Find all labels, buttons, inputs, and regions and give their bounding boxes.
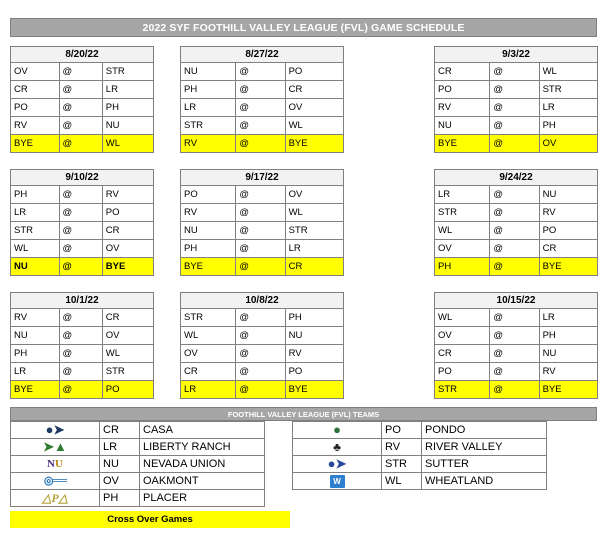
at-symbol-cell: @: [236, 222, 285, 240]
team-row: [293, 456, 547, 473]
at-symbol-cell: @: [490, 117, 539, 135]
at-symbol-cell: @: [59, 204, 102, 222]
away-team-cell: OV: [435, 327, 490, 345]
away-team-cell: NU: [435, 117, 490, 135]
home-team-cell: WL: [102, 135, 153, 153]
game-row: [435, 327, 598, 345]
game-row: [11, 309, 154, 327]
team-row: [11, 422, 265, 439]
game-row: [181, 258, 344, 276]
home-team-cell: WL: [539, 63, 597, 81]
at-symbol-cell: @: [236, 204, 285, 222]
away-team-cell: RV: [11, 309, 60, 327]
week-date-header: 10/8/22: [180, 292, 344, 309]
week-date-header: 9/3/22: [434, 46, 598, 63]
team-abbr: RV: [382, 439, 422, 456]
week-games-table: [434, 185, 598, 276]
at-symbol-cell: @: [490, 240, 539, 258]
nevada-union-nu-logo: NU: [11, 456, 100, 473]
game-row: [11, 381, 154, 399]
at-symbol-cell: @: [490, 135, 539, 153]
home-team-cell: STR: [285, 222, 343, 240]
at-symbol-cell: @: [490, 186, 539, 204]
team-abbr: CR: [100, 422, 140, 439]
at-symbol-cell: @: [236, 345, 285, 363]
game-row: [181, 135, 344, 153]
away-team-cell: PO: [11, 99, 60, 117]
away-team-cell: PH: [181, 240, 236, 258]
away-team-cell: LR: [181, 381, 236, 399]
wheatland-logo: W: [293, 473, 382, 490]
week-date-header: 8/27/22: [180, 46, 344, 63]
game-row: [181, 99, 344, 117]
game-row: [11, 240, 154, 258]
team-name: PONDO: [422, 422, 547, 439]
week-date-header: 9/24/22: [434, 169, 598, 186]
game-row: [11, 117, 154, 135]
home-team-cell: NU: [285, 327, 343, 345]
game-row: [435, 186, 598, 204]
week-block: [434, 292, 598, 399]
week-date-header: 10/15/22: [434, 292, 598, 309]
game-row: [181, 363, 344, 381]
home-team-cell: OV: [102, 240, 153, 258]
team-abbr: OV: [100, 473, 140, 490]
home-team-cell: LR: [285, 240, 343, 258]
home-team-cell: CR: [102, 309, 153, 327]
at-symbol-cell: @: [490, 309, 539, 327]
team-name: CASA: [140, 422, 265, 439]
away-team-cell: PO: [435, 81, 490, 99]
home-team-cell: LR: [102, 81, 153, 99]
week-games-table: [10, 308, 154, 399]
at-symbol-cell: @: [236, 381, 285, 399]
team-row: [293, 422, 547, 439]
river-valley-logo: ♣: [293, 439, 382, 456]
game-row: [435, 135, 598, 153]
away-team-cell: LR: [181, 99, 236, 117]
home-team-cell: CR: [539, 240, 597, 258]
away-team-cell: WL: [435, 222, 490, 240]
home-team-cell: STR: [102, 363, 153, 381]
home-team-cell: RV: [539, 363, 597, 381]
away-team-cell: PH: [11, 186, 60, 204]
game-row: [11, 345, 154, 363]
week-date-header: 8/20/22: [10, 46, 154, 63]
game-row: [181, 63, 344, 81]
away-team-cell: NU: [181, 222, 236, 240]
at-symbol-cell: @: [59, 99, 102, 117]
away-team-cell: LR: [435, 186, 490, 204]
week-block: [180, 169, 344, 276]
home-team-cell: LR: [539, 309, 597, 327]
home-team-cell: RV: [102, 186, 153, 204]
game-row: [11, 204, 154, 222]
team-name: RIVER VALLEY: [422, 439, 547, 456]
at-symbol-cell: @: [490, 327, 539, 345]
at-symbol-cell: @: [236, 240, 285, 258]
away-team-cell: STR: [435, 381, 490, 399]
team-abbr: PH: [100, 490, 140, 507]
game-row: [181, 381, 344, 399]
home-team-cell: OV: [539, 135, 597, 153]
at-symbol-cell: @: [236, 81, 285, 99]
home-team-cell: PO: [285, 363, 343, 381]
teams-table-right: [292, 421, 547, 490]
home-team-cell: OV: [285, 186, 343, 204]
home-team-cell: PH: [285, 309, 343, 327]
away-team-cell: WL: [435, 309, 490, 327]
at-symbol-cell: @: [59, 222, 102, 240]
away-team-cell: RV: [435, 99, 490, 117]
casa-ram-logo: ●➤: [11, 422, 100, 439]
week-block: [10, 169, 154, 276]
home-team-cell: CR: [102, 222, 153, 240]
game-row: [181, 117, 344, 135]
game-row: [435, 204, 598, 222]
sutter-logo: ●➤: [293, 456, 382, 473]
at-symbol-cell: @: [236, 63, 285, 81]
team-row: [11, 439, 265, 456]
away-team-cell: PH: [435, 258, 490, 276]
at-symbol-cell: @: [236, 258, 285, 276]
away-team-cell: CR: [11, 81, 60, 99]
at-symbol-cell: @: [236, 135, 285, 153]
away-team-cell: LR: [11, 363, 60, 381]
away-team-cell: PO: [181, 186, 236, 204]
away-team-cell: STR: [11, 222, 60, 240]
team-name: PLACER: [140, 490, 265, 507]
schedule-row: [0, 46, 611, 169]
game-row: [435, 240, 598, 258]
game-row: [181, 81, 344, 99]
at-symbol-cell: @: [490, 222, 539, 240]
game-row: [435, 63, 598, 81]
away-team-cell: BYE: [181, 258, 236, 276]
game-row: [181, 186, 344, 204]
game-row: [181, 327, 344, 345]
at-symbol-cell: @: [236, 327, 285, 345]
game-row: [435, 309, 598, 327]
away-team-cell: STR: [181, 309, 236, 327]
at-symbol-cell: @: [59, 117, 102, 135]
game-row: [435, 99, 598, 117]
away-team-cell: OV: [435, 240, 490, 258]
at-symbol-cell: @: [490, 204, 539, 222]
game-row: [11, 327, 154, 345]
week-block: [180, 46, 344, 153]
team-row: [293, 473, 547, 490]
home-team-cell: BYE: [285, 381, 343, 399]
away-team-cell: CR: [435, 345, 490, 363]
team-row: [11, 490, 265, 507]
game-row: [435, 258, 598, 276]
home-team-cell: WL: [102, 345, 153, 363]
team-abbr: STR: [382, 456, 422, 473]
at-symbol-cell: @: [59, 135, 102, 153]
game-row: [181, 240, 344, 258]
game-row: [11, 135, 154, 153]
home-team-cell: PH: [539, 327, 597, 345]
liberty-ranch-hawk-logo: ➤▲: [11, 439, 100, 456]
game-row: [11, 222, 154, 240]
home-team-cell: BYE: [539, 381, 597, 399]
teams-table-left: [10, 421, 265, 507]
week-games-table: [434, 62, 598, 153]
at-symbol-cell: @: [490, 99, 539, 117]
home-team-cell: LR: [539, 99, 597, 117]
week-date-header: 9/17/22: [180, 169, 344, 186]
game-row: [181, 345, 344, 363]
home-team-cell: NU: [539, 345, 597, 363]
away-team-cell: OV: [181, 345, 236, 363]
away-team-cell: RV: [11, 117, 60, 135]
home-team-cell: OV: [102, 327, 153, 345]
at-symbol-cell: @: [236, 117, 285, 135]
home-team-cell: NU: [102, 117, 153, 135]
at-symbol-cell: @: [59, 363, 102, 381]
home-team-cell: CR: [285, 81, 343, 99]
week-date-header: 10/1/22: [10, 292, 154, 309]
away-team-cell: PH: [181, 81, 236, 99]
week-games-table: [10, 185, 154, 276]
away-team-cell: NU: [11, 327, 60, 345]
team-abbr: WL: [382, 473, 422, 490]
away-team-cell: CR: [435, 63, 490, 81]
game-row: [11, 258, 154, 276]
home-team-cell: PH: [539, 117, 597, 135]
home-team-cell: PO: [102, 381, 153, 399]
at-symbol-cell: @: [59, 81, 102, 99]
team-name: NEVADA UNION: [140, 456, 265, 473]
away-team-cell: WL: [181, 327, 236, 345]
away-team-cell: STR: [435, 204, 490, 222]
at-symbol-cell: @: [59, 258, 102, 276]
at-symbol-cell: @: [59, 309, 102, 327]
game-row: [11, 186, 154, 204]
team-row: [11, 473, 265, 490]
at-symbol-cell: @: [490, 63, 539, 81]
game-row: [11, 63, 154, 81]
game-row: [11, 99, 154, 117]
at-symbol-cell: @: [490, 258, 539, 276]
at-symbol-cell: @: [490, 81, 539, 99]
oakmont-logo: ◎══: [11, 473, 100, 490]
at-symbol-cell: @: [236, 186, 285, 204]
home-team-cell: NU: [539, 186, 597, 204]
home-team-cell: CR: [285, 258, 343, 276]
week-block: [10, 46, 154, 153]
team-row: [293, 439, 547, 456]
home-team-cell: RV: [285, 345, 343, 363]
schedule-grid: [0, 46, 611, 415]
away-team-cell: LR: [11, 204, 60, 222]
home-team-cell: STR: [539, 81, 597, 99]
home-team-cell: BYE: [539, 258, 597, 276]
home-team-cell: RV: [539, 204, 597, 222]
week-block: [434, 169, 598, 276]
away-team-cell: PH: [11, 345, 60, 363]
team-abbr: LR: [100, 439, 140, 456]
away-team-cell: NU: [181, 63, 236, 81]
home-team-cell: PO: [285, 63, 343, 81]
home-team-cell: PO: [539, 222, 597, 240]
away-team-cell: WL: [11, 240, 60, 258]
game-row: [181, 222, 344, 240]
teams-section-title: FOOTHILL VALLEY LEAGUE (FVL) TEAMS: [10, 407, 597, 421]
away-team-cell: NU: [11, 258, 60, 276]
away-team-cell: STR: [181, 117, 236, 135]
away-team-cell: BYE: [11, 381, 60, 399]
game-row: [435, 345, 598, 363]
away-team-cell: RV: [181, 204, 236, 222]
game-row: [435, 381, 598, 399]
crossover-legend: Cross Over Games: [10, 511, 290, 528]
week-block: [434, 46, 598, 153]
home-team-cell: PH: [102, 99, 153, 117]
week-games-table: [180, 62, 344, 153]
game-row: [181, 309, 344, 327]
game-row: [11, 81, 154, 99]
week-games-table: [434, 308, 598, 399]
team-name: SUTTER: [422, 456, 547, 473]
at-symbol-cell: @: [490, 345, 539, 363]
placer-p-logo: △P△: [11, 490, 100, 507]
game-row: [181, 204, 344, 222]
team-abbr: PO: [382, 422, 422, 439]
home-team-cell: STR: [102, 63, 153, 81]
game-row: [11, 363, 154, 381]
home-team-cell: OV: [285, 99, 343, 117]
at-symbol-cell: @: [236, 363, 285, 381]
game-row: [435, 363, 598, 381]
week-games-table: [10, 62, 154, 153]
game-row: [435, 222, 598, 240]
away-team-cell: OV: [11, 63, 60, 81]
at-symbol-cell: @: [236, 309, 285, 327]
at-symbol-cell: @: [59, 63, 102, 81]
page-title: 2022 SYF FOOTHILL VALLEY LEAGUE (FVL) GAME SCHEDULE: [10, 18, 597, 37]
team-abbr: NU: [100, 456, 140, 473]
team-name: OAKMONT: [140, 473, 265, 490]
at-symbol-cell: @: [59, 381, 102, 399]
team-name: WHEATLAND: [422, 473, 547, 490]
away-team-cell: BYE: [11, 135, 60, 153]
game-row: [435, 117, 598, 135]
away-team-cell: CR: [181, 363, 236, 381]
at-symbol-cell: @: [490, 363, 539, 381]
away-team-cell: PO: [435, 363, 490, 381]
at-symbol-cell: @: [236, 99, 285, 117]
week-games-table: [180, 308, 344, 399]
home-team-cell: PO: [102, 204, 153, 222]
at-symbol-cell: @: [59, 186, 102, 204]
schedule-row: [0, 169, 611, 292]
game-row: [435, 81, 598, 99]
at-symbol-cell: @: [59, 345, 102, 363]
team-row: [11, 456, 265, 473]
home-team-cell: BYE: [285, 135, 343, 153]
away-team-cell: RV: [181, 135, 236, 153]
week-block: [180, 292, 344, 399]
home-team-cell: BYE: [102, 258, 153, 276]
week-block: [10, 292, 154, 399]
week-games-table: [180, 185, 344, 276]
team-name: LIBERTY RANCH: [140, 439, 265, 456]
away-team-cell: BYE: [435, 135, 490, 153]
at-symbol-cell: @: [59, 240, 102, 258]
schedule-row: [0, 292, 611, 415]
week-date-header: 9/10/22: [10, 169, 154, 186]
pondo-logo: ●: [293, 422, 382, 439]
at-symbol-cell: @: [59, 327, 102, 345]
home-team-cell: WL: [285, 117, 343, 135]
at-symbol-cell: @: [490, 381, 539, 399]
home-team-cell: WL: [285, 204, 343, 222]
